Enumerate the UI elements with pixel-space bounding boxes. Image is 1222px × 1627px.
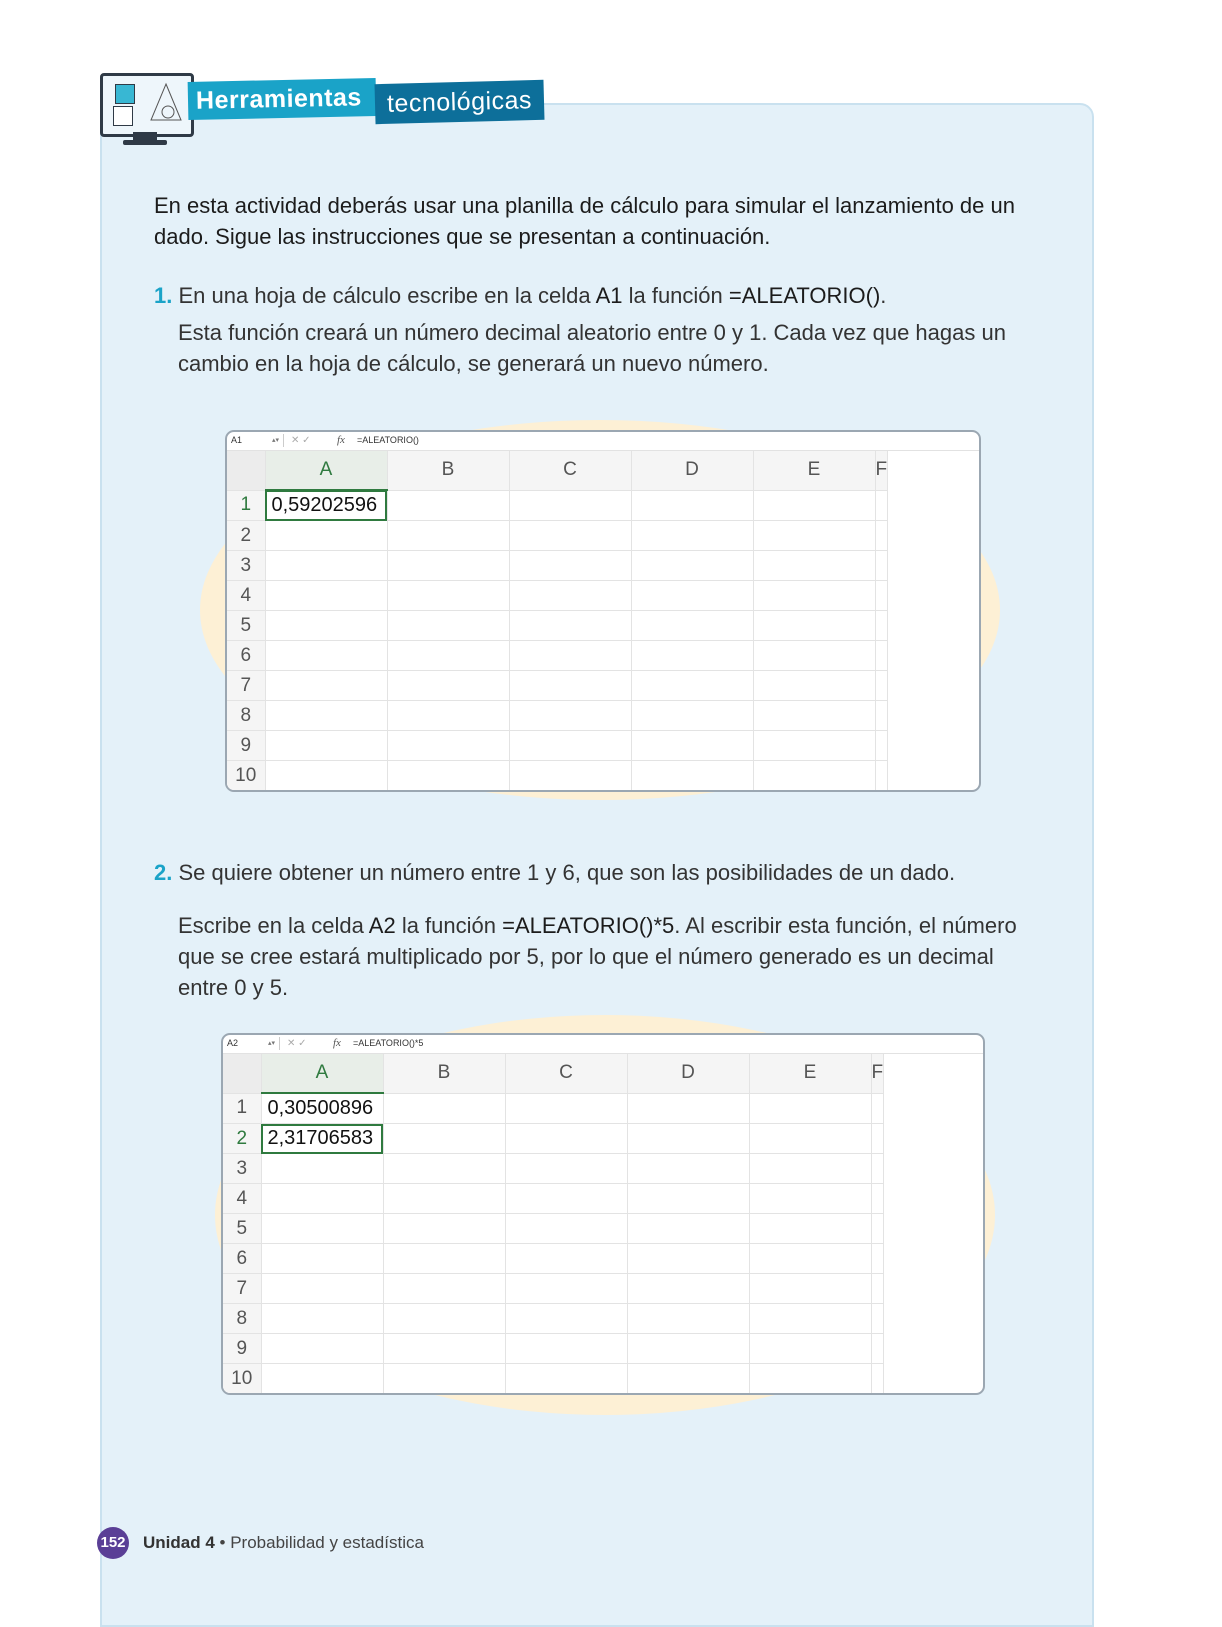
cell[interactable]: [383, 1334, 505, 1364]
cell[interactable]: [875, 551, 888, 581]
cell[interactable]: [265, 701, 387, 731]
row-header[interactable]: 4: [223, 1184, 261, 1214]
cell[interactable]: [261, 1214, 383, 1244]
cell[interactable]: [265, 671, 387, 701]
formula-input[interactable]: =ALEATORIO(): [357, 435, 419, 445]
cell[interactable]: [265, 731, 387, 761]
step-1-text-b: la función: [622, 283, 729, 308]
cell[interactable]: [749, 1093, 871, 1124]
row-header[interactable]: 9: [223, 1334, 261, 1364]
cell[interactable]: [387, 611, 509, 641]
cell[interactable]: [383, 1124, 505, 1154]
cell[interactable]: [509, 731, 631, 761]
row-header[interactable]: 10: [227, 761, 265, 791]
column-header[interactable]: C: [505, 1054, 627, 1093]
cell[interactable]: [505, 1244, 627, 1274]
cell[interactable]: [261, 1274, 383, 1304]
cell[interactable]: [753, 521, 875, 551]
cell[interactable]: [631, 731, 753, 761]
cell[interactable]: [383, 1093, 505, 1124]
cell-a1[interactable]: 0,30500896: [261, 1093, 383, 1124]
cell[interactable]: [749, 1124, 871, 1154]
cell[interactable]: [387, 581, 509, 611]
cell[interactable]: [627, 1154, 749, 1184]
section-title-part2: tecnológicas: [375, 80, 545, 124]
row-header[interactable]: 8: [227, 701, 265, 731]
row-header[interactable]: 3: [223, 1154, 261, 1184]
cell[interactable]: [627, 1334, 749, 1364]
step-2-cell: A2: [368, 913, 396, 938]
row-header[interactable]: 5: [223, 1214, 261, 1244]
cell[interactable]: [631, 641, 753, 671]
column-header[interactable]: E: [753, 451, 875, 490]
cell[interactable]: [753, 551, 875, 581]
cell[interactable]: [261, 1184, 383, 1214]
cell[interactable]: [875, 581, 888, 611]
row-header[interactable]: 2: [223, 1124, 261, 1154]
column-header[interactable]: D: [631, 451, 753, 490]
cell[interactable]: [627, 1184, 749, 1214]
step-2-number: 2.: [154, 860, 173, 885]
cell[interactable]: [875, 521, 888, 551]
cell[interactable]: [505, 1093, 627, 1124]
cell[interactable]: [631, 551, 753, 581]
cell[interactable]: [387, 490, 509, 521]
column-header[interactable]: F: [871, 1054, 884, 1093]
select-all-corner[interactable]: [227, 451, 265, 490]
row-header[interactable]: 4: [227, 581, 265, 611]
section-title-part1: Herramientas: [188, 78, 377, 120]
formula-input[interactable]: =ALEATORIO()*5: [353, 1038, 424, 1048]
step-1-number: 1.: [154, 283, 173, 308]
spreadsheet-2: [221, 1033, 985, 1395]
cell[interactable]: [753, 701, 875, 731]
cell-a2[interactable]: 2,31706583: [261, 1124, 383, 1154]
cell[interactable]: [631, 671, 753, 701]
column-header[interactable]: F: [875, 451, 888, 490]
cell[interactable]: [509, 671, 631, 701]
name-box[interactable]: A2 ▴▾: [227, 1037, 280, 1050]
cell[interactable]: [753, 641, 875, 671]
intro-text: En esta actividad deberás usar una planilla de cálculo para simular el lanzamiento de un dado. Sigue las instrucciones que se presentan a continuación.: [154, 193, 1015, 249]
cell[interactable]: [627, 1274, 749, 1304]
cell[interactable]: [265, 641, 387, 671]
cell[interactable]: [871, 1154, 884, 1184]
row-header[interactable]: 1: [227, 490, 265, 521]
row-header[interactable]: 6: [223, 1244, 261, 1274]
cell[interactable]: [749, 1184, 871, 1214]
cell[interactable]: [749, 1304, 871, 1334]
cell[interactable]: [631, 611, 753, 641]
cell[interactable]: [505, 1214, 627, 1244]
cell[interactable]: [383, 1304, 505, 1334]
cell[interactable]: [753, 671, 875, 701]
formula-bar: [223, 1035, 983, 1054]
cell[interactable]: [505, 1364, 627, 1394]
cell[interactable]: [753, 731, 875, 761]
row-header[interactable]: 1: [223, 1093, 261, 1124]
name-box[interactable]: A1 ▴▾: [231, 434, 284, 447]
cell[interactable]: [261, 1154, 383, 1184]
formula-bar: [227, 432, 979, 451]
cube-icon: [115, 84, 135, 104]
cell[interactable]: [627, 1124, 749, 1154]
cell[interactable]: [265, 761, 387, 791]
step-1-paragraph: Esta función creará un número decimal aleatorio entre 0 y 1. Cada vez que hagas un cambio en la hoja de cálculo, se generará un nuevo número.: [178, 320, 1006, 376]
cell[interactable]: [871, 1244, 884, 1274]
cell[interactable]: [631, 761, 753, 791]
cell[interactable]: [753, 490, 875, 521]
monitor-stand: [133, 132, 157, 140]
column-header[interactable]: A: [265, 451, 387, 490]
cell[interactable]: [387, 521, 509, 551]
cell[interactable]: [871, 1124, 884, 1154]
row-header[interactable]: 7: [223, 1274, 261, 1304]
cell[interactable]: [631, 701, 753, 731]
cell[interactable]: [749, 1244, 871, 1274]
cell[interactable]: [505, 1274, 627, 1304]
step-1: [154, 280, 1034, 379]
cell[interactable]: [749, 1214, 871, 1244]
row-header[interactable]: 6: [227, 641, 265, 671]
row-header[interactable]: 2: [227, 521, 265, 551]
cell[interactable]: [509, 641, 631, 671]
cell[interactable]: [505, 1304, 627, 1334]
triangle-icon: [149, 82, 183, 126]
row-header[interactable]: 10: [223, 1364, 261, 1394]
cell[interactable]: [875, 671, 888, 701]
row-header[interactable]: 3: [227, 551, 265, 581]
cell[interactable]: [383, 1274, 505, 1304]
cell[interactable]: [875, 611, 888, 641]
cell[interactable]: [261, 1334, 383, 1364]
cell[interactable]: [871, 1093, 884, 1124]
cell[interactable]: [265, 521, 387, 551]
cell[interactable]: [509, 521, 631, 551]
cell-grid: [223, 1054, 884, 1394]
cell[interactable]: [509, 611, 631, 641]
step-2: [154, 857, 1034, 1003]
cell[interactable]: [627, 1244, 749, 1274]
page-number: 152: [97, 1527, 129, 1559]
cell[interactable]: [265, 551, 387, 581]
cell[interactable]: [627, 1364, 749, 1394]
column-header[interactable]: D: [627, 1054, 749, 1093]
step-2-paragraph: Escribe en la celda A2 la función =ALEATORIO()*5. Al escribir esta función, el número que se cree estará multiplicado por 5, por lo que el número generado es un decimal entre 0 y 5.: [178, 913, 1017, 1000]
step-1-function: =ALEATORIO(): [728, 283, 881, 308]
row-header[interactable]: 8: [223, 1304, 261, 1334]
cell[interactable]: [871, 1184, 884, 1214]
cell[interactable]: [871, 1334, 884, 1364]
step-1-text-c: .: [880, 283, 887, 308]
cell[interactable]: [383, 1244, 505, 1274]
cell[interactable]: [871, 1214, 884, 1244]
select-all-corner[interactable]: [223, 1054, 261, 1093]
cell[interactable]: [505, 1334, 627, 1364]
cell[interactable]: [505, 1184, 627, 1214]
cell[interactable]: [631, 490, 753, 521]
unit-label: Unidad 4 • Probabilidad y estadística: [143, 1533, 424, 1552]
cell[interactable]: [749, 1154, 871, 1184]
column-header[interactable]: C: [509, 451, 631, 490]
cell[interactable]: [871, 1304, 884, 1334]
column-header[interactable]: E: [749, 1054, 871, 1093]
cell[interactable]: [509, 761, 631, 791]
cell[interactable]: [875, 641, 888, 671]
row-header[interactable]: 5: [227, 611, 265, 641]
cell[interactable]: [627, 1093, 749, 1124]
cell[interactable]: [749, 1274, 871, 1304]
cell[interactable]: [871, 1274, 884, 1304]
cell[interactable]: [871, 1364, 884, 1394]
cell[interactable]: [627, 1304, 749, 1334]
cell[interactable]: [875, 490, 888, 521]
cell[interactable]: [509, 490, 631, 521]
cell[interactable]: [505, 1154, 627, 1184]
cell[interactable]: [509, 701, 631, 731]
spreadsheet-1: [225, 430, 981, 792]
monitor-base: [123, 140, 167, 145]
step-2-function: =ALEATORIO()*5: [502, 913, 675, 938]
fx-icon: fx: [337, 434, 345, 446]
cell-a1[interactable]: 0,59202596: [265, 490, 387, 521]
cell[interactable]: [875, 761, 888, 791]
cancel-confirm-icons[interactable]: ✕ ✓: [287, 1038, 307, 1049]
step-1-text-a: En una hoja de cálculo escribe en la celda: [178, 283, 596, 308]
row-header[interactable]: 9: [227, 731, 265, 761]
cell[interactable]: [631, 581, 753, 611]
cell[interactable]: [875, 701, 888, 731]
cell[interactable]: [753, 611, 875, 641]
cell[interactable]: [387, 551, 509, 581]
cell[interactable]: [753, 761, 875, 791]
cell[interactable]: [383, 1214, 505, 1244]
cell[interactable]: [261, 1304, 383, 1334]
cell[interactable]: [505, 1124, 627, 1154]
step-1-cell: A1: [595, 283, 623, 308]
cell[interactable]: [383, 1154, 505, 1184]
cell-grid: [227, 451, 888, 791]
column-header[interactable]: B: [383, 1054, 505, 1093]
cell[interactable]: [383, 1184, 505, 1214]
cell[interactable]: [387, 701, 509, 731]
step-2-line: Se quiere obtener un número entre 1 y 6, que son las posibilidades de un dado.: [178, 860, 956, 885]
cell[interactable]: [265, 581, 387, 611]
cell[interactable]: [753, 581, 875, 611]
cell[interactable]: [387, 761, 509, 791]
cell[interactable]: [261, 1364, 383, 1394]
cell[interactable]: [387, 731, 509, 761]
cell[interactable]: [265, 611, 387, 641]
column-header[interactable]: A: [261, 1054, 383, 1093]
cell[interactable]: [875, 731, 888, 761]
cell[interactable]: [749, 1334, 871, 1364]
row-header[interactable]: 7: [227, 671, 265, 701]
cancel-confirm-icons[interactable]: ✕ ✓: [291, 435, 311, 446]
cell[interactable]: [631, 521, 753, 551]
fx-icon: fx: [333, 1037, 341, 1049]
cell[interactable]: [387, 641, 509, 671]
cell[interactable]: [261, 1244, 383, 1274]
cube-outline-icon: [113, 106, 133, 126]
cell[interactable]: [509, 581, 631, 611]
cell[interactable]: [509, 551, 631, 581]
cell[interactable]: [387, 671, 509, 701]
monitor-icon: [100, 73, 194, 137]
cell[interactable]: [383, 1364, 505, 1394]
cell[interactable]: [627, 1214, 749, 1244]
column-header[interactable]: B: [387, 451, 509, 490]
cell[interactable]: [749, 1364, 871, 1394]
